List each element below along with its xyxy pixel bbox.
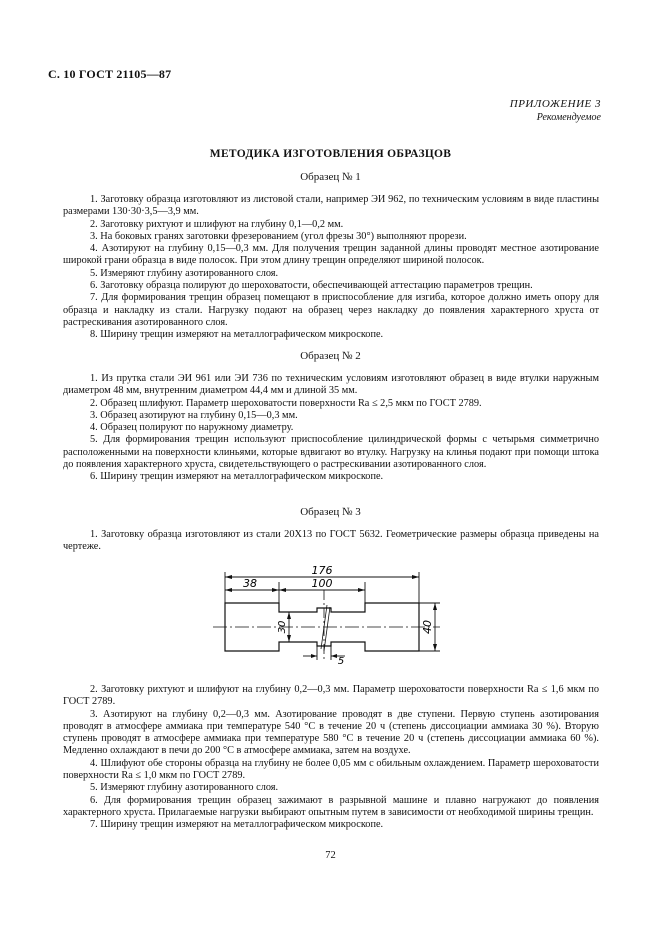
paragraph: 5. Измеряют глубину азотированного слоя. — [90, 267, 279, 279]
paragraph: 5. Для формирования трещин используют приспособление цилиндрической формы с четырьмя симметрично расположенными на поверхности клиньями, которые вдвигают во втулку. Нагрузку на клинья подают при помощи штока до появления характерного хруста, свидетельствующего о растрескивании азотированного слоя. — [63, 434, 599, 471]
paragraph: 2. Заготовку рихтуют и шлифуют на глубину 0,2—0,3 мм. Параметр шероховатости поверхности Ra ≤ 1,6 мкм по ГОСТ 2789. — [63, 684, 599, 708]
paragraph: 6. Для формирования трещин образец зажимают в разрывной машине и плавно нагружают до появления характерного хруста. Прилагаемые нагрузки выбирают опытным путем в зависимости от необходимой ширины трещин. — [63, 794, 599, 818]
dimension-label: 40 — [421, 620, 434, 634]
paragraph: 5. Измеряют глубину азотированного слоя. — [90, 782, 279, 794]
paragraph: 2. Образец шлифуют. Параметр шероховатости поверхности Ra ≤ 2,5 мкм по ГОСТ 2789. — [90, 397, 482, 409]
sample2-text — [63, 373, 599, 484]
appendix-title: ПРИЛОЖЕНИЕ 3 — [509, 98, 601, 110]
dimension-label: 38 — [243, 577, 257, 590]
paragraph: 3. Образец азотируют на глубину 0,15—0,3 мм. — [90, 409, 298, 421]
dimension-label: 30 — [277, 620, 288, 634]
specimen-drawing — [205, 560, 450, 670]
sample3-text — [63, 684, 599, 832]
document-title: МЕТОДИКА ИЗГОТОВЛЕНИЯ ОБРАЗЦОВ — [209, 148, 452, 160]
sample3-heading: Образец № 3 — [300, 506, 361, 518]
paragraph: 1. Из прутка стали ЭИ 961 или ЭИ 736 по техническим условиям изготовляют образец в виде втулки наружным диаметром 48 мм, внутренним диаметром 44,4 мм и длиной 35 мм. — [63, 373, 599, 397]
dimension-label: 5 — [337, 656, 345, 667]
paragraph: 6. Ширину трещин измеряют на металлографическом микроскопе. — [90, 471, 384, 483]
paragraph: 3. Азотируют на глубину 0,2—0,3 мм. Азотирование проводят в две ступени. Первую ступень азотирования проводят в атмосфере аммиака при температуре 540 °С в течение 20 ч (степень диссоциации аммиака 30 %). Вторую ступень проводят в атмосфере аммиака при температуре 580 °С в течение 20 ч (степень диссоциации аммиака 60 %). Медленно охлаждают в печи до 200 °С в атмосфере аммиака, затем на воздухе. — [63, 708, 599, 757]
paragraph: 6. Заготовку образца полируют до шероховатости, обеспечивающей аттестацию параметров трещин. — [90, 280, 533, 292]
page-number: 72 — [325, 850, 336, 861]
page-header: С. 10 ГОСТ 21105—87 — [48, 67, 172, 81]
paragraph: 7. Для формирования трещин образец помещают в приспособление для изгиба, которое должно иметь опору для образца и накладку из стали. Нагрузку подают на образец через накладку до появления характерного хруста от растрескивания азотированного слоя. — [63, 292, 599, 328]
sample3-intro — [63, 529, 599, 554]
sample1-text — [63, 194, 599, 342]
appendix-label — [510, 98, 601, 124]
paragraph: 3. На боковых гранях заготовки фрезерованием (угол фрезы 30°) выполняют прорези. — [90, 230, 467, 242]
paragraph: 1. Заготовку образца изготовляют из стали 20Х13 по ГОСТ 5632. Геометрические размеры образца приведены на чертеже. — [63, 529, 599, 553]
sample1-heading: Образец № 1 — [300, 171, 361, 183]
dimension-label: 176 — [311, 564, 333, 577]
paragraph: 4. Азотируют на глубину 0,15—0,3 мм. Для получения трещин заданной длины проводят местное азотирование широкой грани образца в виде полосок. При этом длину трещин определяют шириной полосок. — [63, 243, 599, 267]
paragraph: 4. Шлифуют обе стороны образца на глубину не более 0,05 мм с обильным охлаждением. Параметр шероховатости поверхности Ra ≤ 1,0 мкм по ГОСТ 2789. — [63, 757, 599, 782]
dimension-label: 100 — [311, 577, 333, 590]
paragraph: 1. Заготовку образца изготовляют из листовой стали, например ЭИ 962, по техническим условиям в виде пластины размерами 130·30·3,5—3,9 мм. — [63, 194, 599, 218]
paragraph: 4. Образец полируют по наружному диаметру. — [90, 422, 294, 434]
paragraph: 2. Заготовку рихтуют и шлифуют на глубину 0,1—0,2 мм. — [90, 218, 344, 230]
appendix-subtitle: Рекомендуемое — [536, 112, 601, 123]
paragraph: 8. Ширину трещин измеряют на металлографическом микроскопе. — [90, 329, 384, 341]
paragraph: 7. Ширину трещин измеряют на металлографическом микроскопе. — [90, 819, 384, 831]
sample2-heading: Образец № 2 — [300, 350, 361, 362]
